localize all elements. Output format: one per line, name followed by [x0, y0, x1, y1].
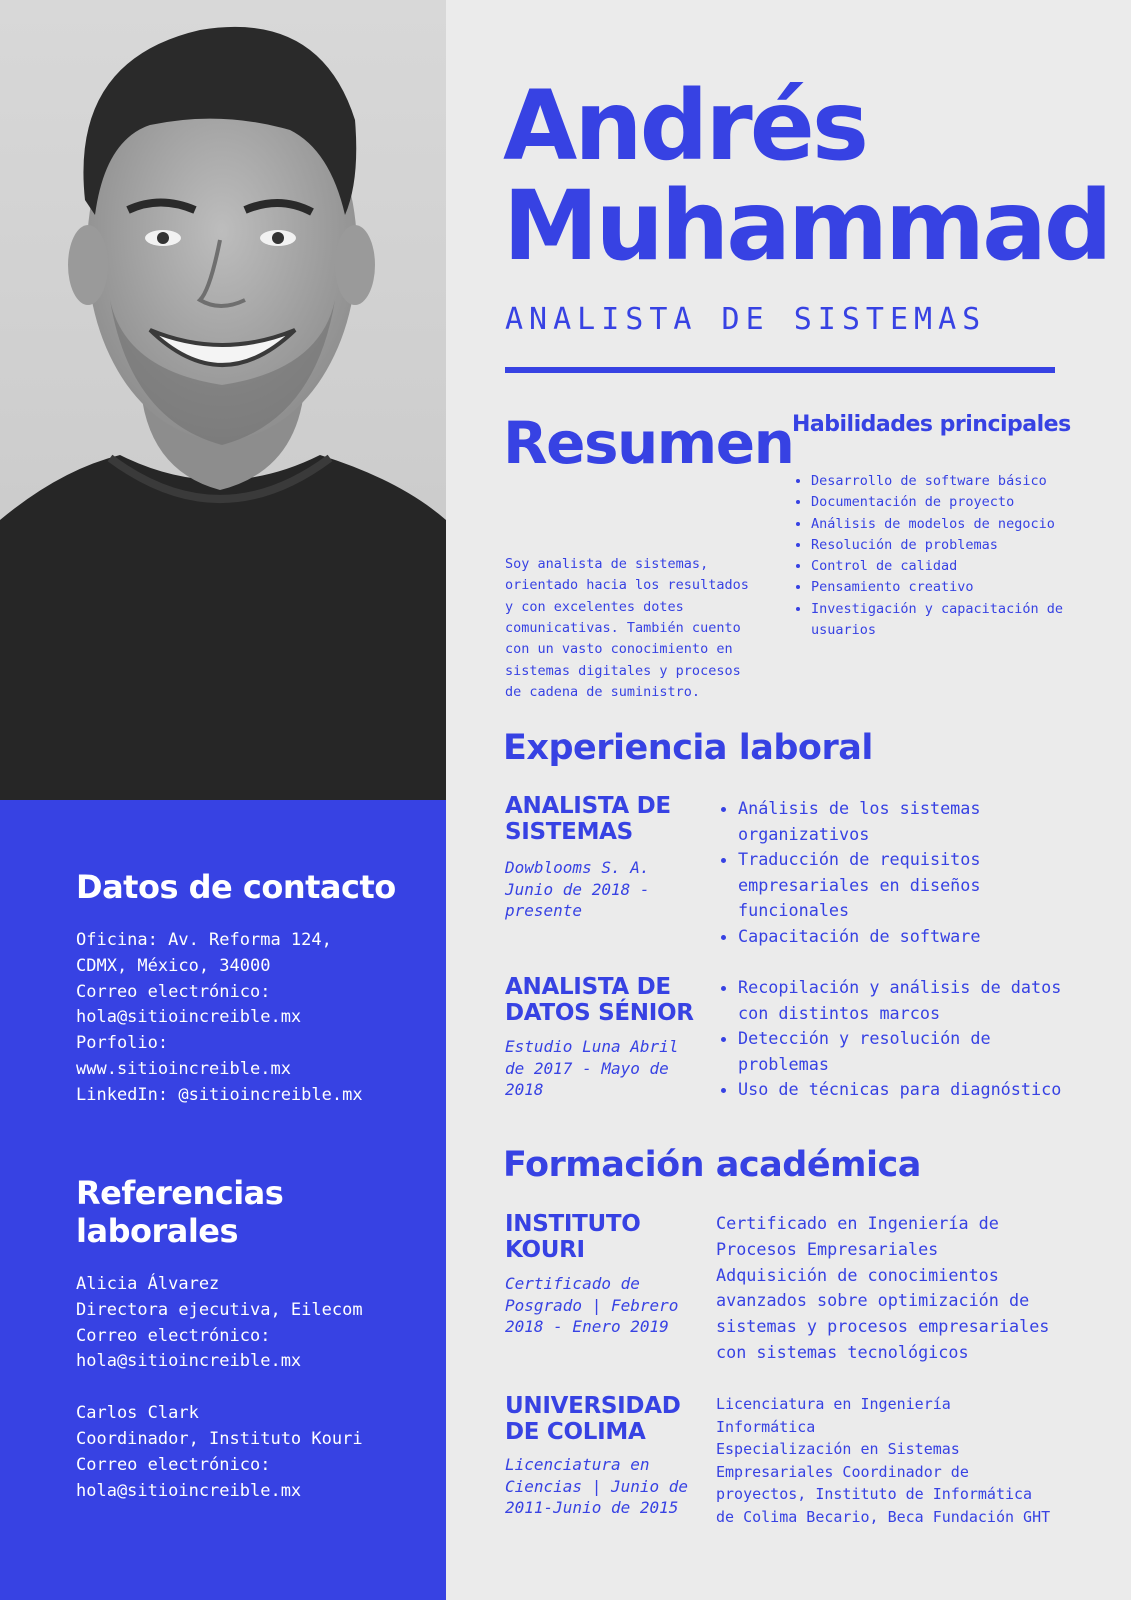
reference-position: Coordinador, Instituto Kouri [76, 1428, 363, 1449]
contact-line: Oficina: Av. Reforma 124, [76, 930, 332, 950]
school-name: UNIVERSIDAD DE COLIMA [505, 1393, 681, 1445]
references-section [76, 1174, 426, 1504]
job-duties [716, 975, 1088, 1103]
degree-dates: Licenciatura en Ciencias | Junio de 2011-Junio de 2015 [505, 1455, 689, 1517]
references-heading: Referencias laborales [76, 1174, 284, 1250]
list-item: • Investigación y capacitación de usuarios [811, 599, 1081, 642]
contact-section [76, 868, 426, 1109]
reference-name: Alicia Álvarez [76, 1274, 220, 1294]
contact-heading: Datos de contacto [76, 868, 396, 906]
reference-email[interactable]: hola@sitioincreible.mx [76, 1351, 302, 1372]
job-company-dates: Estudio Luna Abril de 2017 - Mayo de 2018 [505, 1037, 679, 1099]
job-title: ANALISTA DE SISTEMAS [505, 793, 671, 845]
list-item: • Desarrollo de software básico [811, 471, 1081, 492]
first-name: Andrés [503, 70, 866, 182]
divider [505, 367, 1055, 373]
experience-heading: Experiencia laboral [503, 728, 873, 768]
skills-heading: Habilidades principales [792, 412, 1071, 437]
skills-list [792, 471, 1081, 641]
job-role: ANALISTA DE SISTEMAS [505, 302, 987, 337]
last-name: Muhammad [503, 170, 1110, 282]
contact-line: Correo electrónico: [76, 981, 271, 1002]
reference-item [76, 1401, 426, 1504]
reference-position: Directora ejecutiva, Eilecom [76, 1299, 363, 1320]
contact-email[interactable]: hola@sitioincreible.mx [76, 1007, 302, 1028]
portrait-icon [0, 0, 446, 800]
list-item: • Análisis de los sistemas organizativos [738, 796, 1088, 847]
list-item: • Traducción de requisitos empresariales en diseños funcionales [738, 847, 1088, 924]
reference-name: Carlos Clark [76, 1403, 199, 1424]
list-item: • Recopilación y análisis de datos con distintos marcos [738, 975, 1088, 1026]
list-item: • Capacitación de software [738, 924, 1088, 950]
reference-email-label: Correo electrónico: [76, 1325, 271, 1346]
school-name: INSTITUTO KOURI [505, 1211, 641, 1263]
education-description: Licenciatura en Ingeniería Informática Especialización en Sistemas Empresariales Coordinador de proyectos, Instituto de Informática de Colima Becario, Beca Fundación GHT [716, 1395, 1051, 1526]
list-item: • Resolución de problemas [811, 535, 1081, 556]
portrait-photo [0, 0, 446, 800]
summary-text: Soy analista de sistemas, orientado hacia los resultados y con excelentes dotes comunicativas. También cuento con un vasto conocimiento en sistemas digitales y procesos de cadena de suministro. [505, 555, 749, 701]
education-description: Certificado en Ingeniería de Procesos Empresariales Adquisición de conocimientos avanzados sobre optimización de sistemas y procesos empresariales con sistemas tecnológicos [716, 1213, 1050, 1362]
job-company-dates: Dowblooms S. A. Junio de 2018 - presente [505, 858, 650, 920]
contact-linkedin[interactable]: LinkedIn: @sitioincreible.mx [76, 1084, 363, 1105]
contact-portfolio-link[interactable]: www.sitioincreible.mx [76, 1058, 291, 1079]
job-title: ANALISTA DE DATOS SÉNIOR [505, 974, 694, 1026]
reference-email[interactable]: hola@sitioincreible.mx [76, 1480, 302, 1501]
sidebar [0, 0, 446, 1600]
list-item: • Pensamiento creativo [811, 577, 1081, 598]
list-item: • Detección y resolución de problemas [738, 1026, 1088, 1077]
list-item: • Documentación de proyecto [811, 492, 1081, 513]
list-item: • Uso de técnicas para diagnóstico [738, 1077, 1088, 1103]
education-heading: Formación académica [503, 1145, 921, 1185]
list-item: • Análisis de modelos de negocio [811, 514, 1081, 535]
person-name [503, 70, 1110, 282]
summary-heading: Resumen [503, 409, 794, 477]
contact-line: CDMX, México, 34000 [76, 955, 271, 976]
reference-item [76, 1272, 426, 1375]
contact-line: Porfolio: [76, 1033, 169, 1054]
job-duties [716, 796, 1088, 950]
degree-dates: Certificado de Posgrado | Febrero 2018 - Enero 2019 [505, 1274, 679, 1336]
reference-email-label: Correo electrónico: [76, 1454, 271, 1475]
list-item: • Control de calidad [811, 556, 1081, 577]
